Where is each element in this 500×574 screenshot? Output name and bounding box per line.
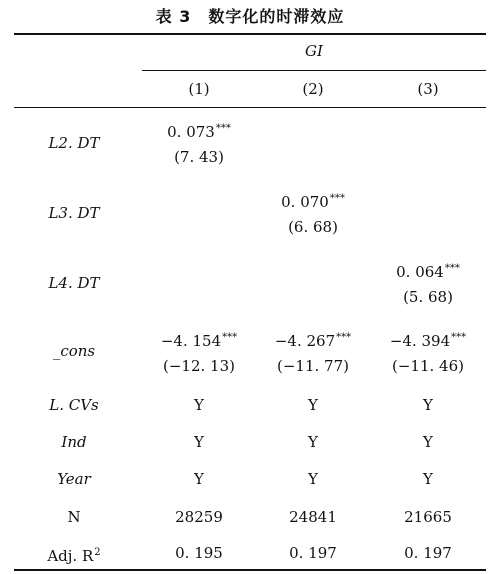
- significance-stars: ***: [336, 332, 352, 343]
- header-rule: [14, 107, 486, 108]
- r2-col3: 0. 197: [404, 544, 452, 562]
- ind-col3: Y: [423, 433, 433, 451]
- cvs-col3: Y: [423, 396, 433, 414]
- n-col2: 24841: [289, 508, 337, 526]
- coef-l2-col1: [142, 120, 256, 141]
- row-label-l2-dt: L2. DT: [48, 134, 100, 152]
- tstat-cons-col3: (−11. 46): [392, 357, 464, 375]
- coef-value: −4. 267: [274, 332, 336, 350]
- group-header: GI: [305, 42, 323, 60]
- row-label-l3-dt: L3. DT: [48, 204, 100, 222]
- row-label-ind: Ind: [61, 433, 87, 451]
- coef-cons-col2: [256, 329, 370, 350]
- year-col3: Y: [423, 470, 433, 488]
- coef-value: 0. 073: [167, 123, 215, 141]
- top-rule: [14, 33, 486, 35]
- cvs-col2: Y: [308, 396, 318, 414]
- n-col3: 21665: [404, 508, 452, 526]
- tstat-cons-col2: (−11. 77): [277, 357, 349, 375]
- coef-l3-col2: [256, 190, 370, 211]
- column-header-3: (3): [417, 80, 439, 98]
- row-label-l4-dt: L4. DT: [48, 274, 100, 292]
- r2-col1: 0. 195: [175, 544, 223, 562]
- year-col2: Y: [308, 470, 318, 488]
- row-label-cons: _cons: [52, 342, 96, 360]
- coef-cons-col3: [370, 329, 486, 350]
- tstat-l3-col2: (6. 68): [288, 218, 338, 236]
- significance-stars: ***: [451, 332, 467, 343]
- significance-stars: ***: [329, 193, 345, 204]
- row-label-l-cvs: L. CVs: [49, 396, 99, 414]
- row-label-n: N: [67, 508, 81, 526]
- row-label-year: Year: [57, 470, 91, 488]
- significance-stars: ***: [444, 263, 460, 274]
- significance-stars: ***: [215, 123, 231, 134]
- column-header-1: (1): [188, 80, 210, 98]
- n-col1: 28259: [175, 508, 223, 526]
- adj-r-label: Adj. R: [47, 547, 94, 565]
- coef-l4-col3: [370, 260, 486, 281]
- tstat-l2-col1: (7. 43): [174, 148, 224, 166]
- r2-col2: 0. 197: [289, 544, 337, 562]
- ind-col2: Y: [308, 433, 318, 451]
- coef-value: −4. 394: [389, 332, 451, 350]
- group-underline: [142, 70, 486, 71]
- year-col1: Y: [194, 470, 204, 488]
- tstat-l4-col3: (5. 68): [403, 288, 453, 306]
- significance-stars: ***: [222, 332, 238, 343]
- coef-cons-col1: [142, 329, 256, 350]
- cvs-col1: Y: [194, 396, 204, 414]
- ind-col1: Y: [194, 433, 204, 451]
- coef-value: −4. 154: [160, 332, 222, 350]
- coef-value: 0. 064: [396, 263, 444, 281]
- row-label-adj-r2: [14, 544, 134, 565]
- coef-value: 0. 070: [281, 193, 329, 211]
- table-title: 表 3 数字化的时滞效应: [155, 7, 345, 26]
- bottom-rule: [14, 569, 486, 571]
- tstat-cons-col1: (−12. 13): [163, 357, 235, 375]
- squared-superscript: 2: [94, 547, 101, 558]
- column-header-2: (2): [302, 80, 324, 98]
